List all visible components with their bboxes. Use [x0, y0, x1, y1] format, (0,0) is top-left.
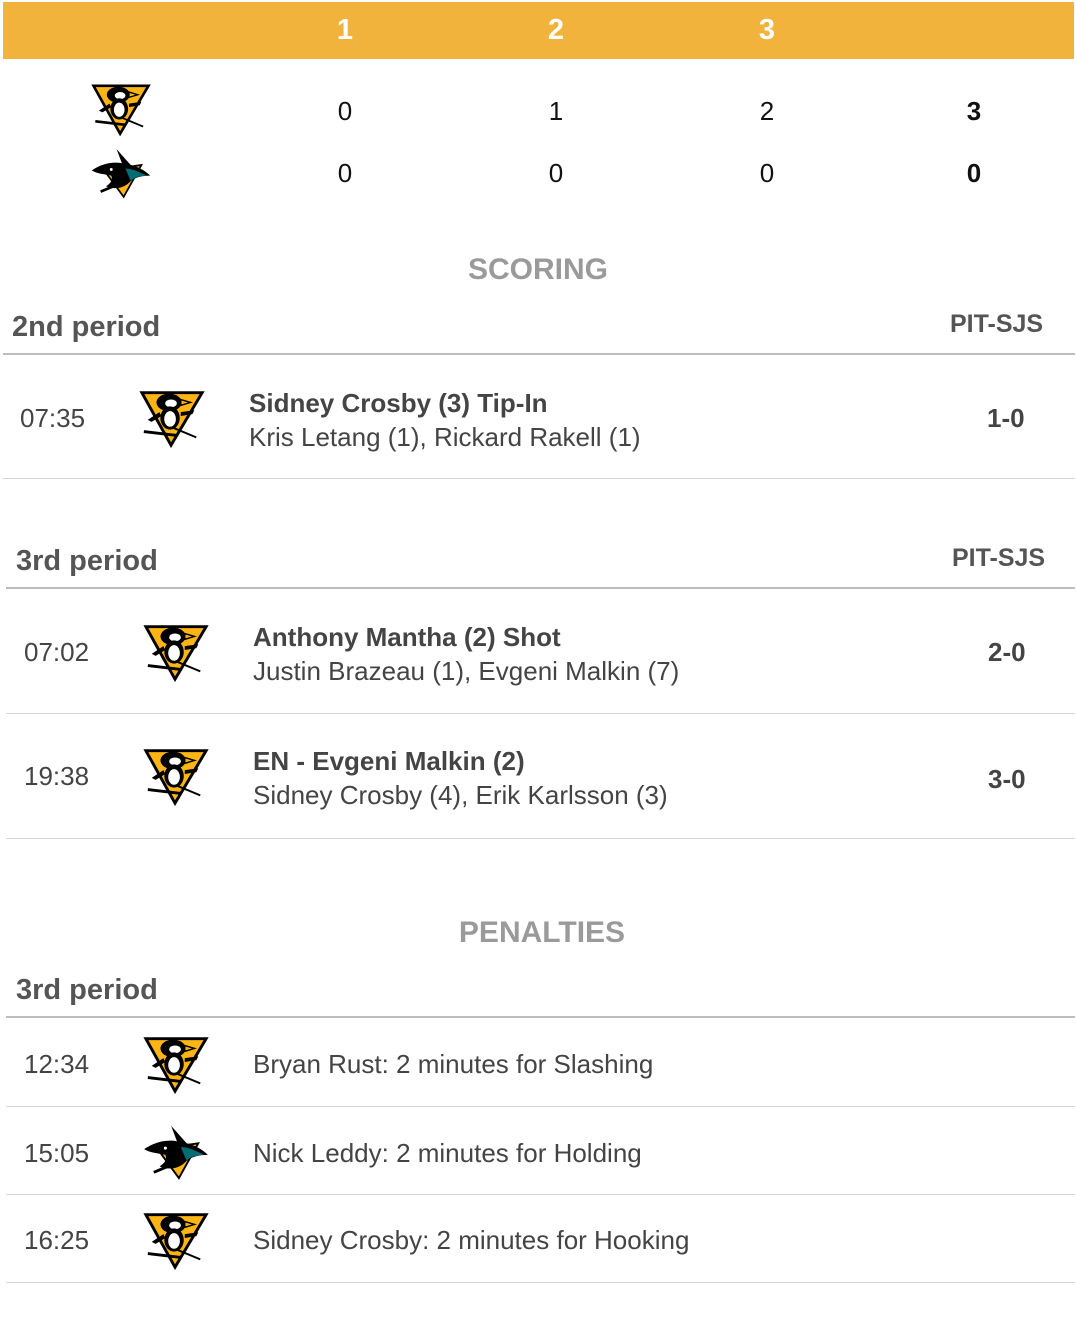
goal-scorer: EN - Evgeni Malkin (2) [253, 746, 525, 776]
penalty-time: 16:25 [24, 1225, 90, 1255]
divider [6, 713, 1075, 714]
period-1-header: 1 [336, 14, 354, 46]
penalty-time: 15:05 [24, 1138, 90, 1168]
penalty-description: Nick Leddy: 2 minutes for Holding [253, 1138, 642, 1168]
sjs-period-2-score: 0 [548, 158, 564, 188]
goal-time: 07:02 [24, 637, 90, 667]
penguins-logo-icon [142, 1032, 210, 1094]
penguins-logo-icon [142, 744, 210, 806]
scoring-period-title: 2nd period [12, 311, 161, 343]
divider [6, 838, 1075, 839]
divider [6, 1106, 1075, 1107]
divider [6, 1282, 1075, 1283]
period-2-header: 2 [547, 14, 565, 46]
sharks-logo-icon [90, 147, 152, 199]
goal-running-score: 2-0 [988, 637, 1026, 667]
score-column-label: PIT-SJS [950, 310, 1044, 338]
goal-time: 19:38 [24, 761, 90, 791]
penguins-logo-icon [90, 80, 152, 136]
goal-assists: Kris Letang (1), Rickard Rakell (1) [249, 422, 641, 452]
goal-time: 07:35 [20, 403, 86, 433]
period-3-header: 3 [758, 14, 776, 46]
goal-assists: Sidney Crosby (4), Erik Karlsson (3) [253, 780, 668, 810]
scoring-period-title: 3rd period [16, 545, 158, 577]
goal-scorer: Anthony Mantha (2) Shot [253, 622, 561, 652]
divider [3, 478, 1075, 479]
sharks-logo-icon [142, 1124, 210, 1180]
sjs-period-3-score: 0 [759, 158, 775, 188]
penguins-logo-icon [138, 386, 206, 448]
scoring-title: SCORING [467, 253, 608, 286]
divider [3, 353, 1075, 355]
pit-period-3-score: 2 [759, 96, 775, 126]
goal-assists: Justin Brazeau (1), Evgeni Malkin (7) [253, 656, 680, 686]
divider [6, 587, 1075, 589]
pit-period-2-score: 1 [548, 96, 564, 126]
score-column-label: PIT-SJS [952, 544, 1046, 572]
divider [6, 1194, 1075, 1195]
penalty-description: Sidney Crosby: 2 minutes for Hooking [253, 1225, 690, 1255]
pit-period-1-score: 0 [337, 96, 353, 126]
penalties-period-title: 3rd period [16, 974, 158, 1006]
penalty-description: Bryan Rust: 2 minutes for Slashing [253, 1049, 654, 1079]
goal-running-score: 1-0 [987, 403, 1025, 433]
penalties-title: PENALTIES [458, 916, 626, 949]
goal-scorer: Sidney Crosby (3) Tip-In [249, 388, 548, 418]
penguins-logo-icon [142, 1208, 210, 1270]
goal-running-score: 3-0 [988, 764, 1026, 794]
penalty-time: 12:34 [24, 1049, 90, 1079]
penguins-logo-icon [142, 620, 210, 682]
sjs-period-1-score: 0 [337, 158, 353, 188]
sjs-total-score: 0 [966, 158, 982, 188]
divider [6, 1016, 1075, 1018]
pit-total-score: 3 [966, 96, 982, 126]
